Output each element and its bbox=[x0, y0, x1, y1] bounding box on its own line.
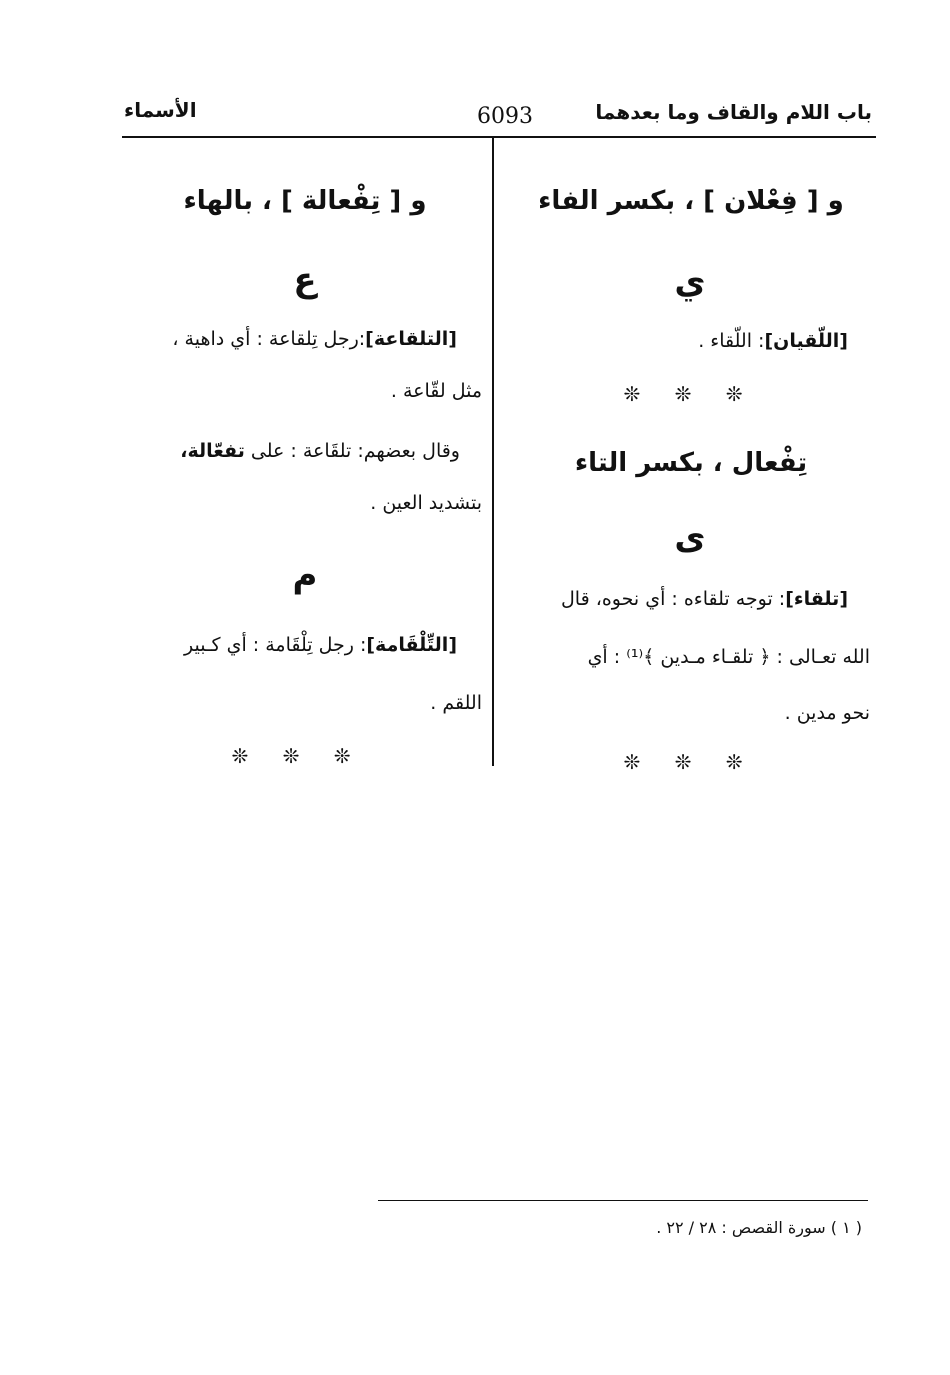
section-separator: ❊ ❊ ❊ bbox=[231, 744, 365, 768]
section-separator: ❊ ❊ ❊ bbox=[623, 750, 757, 774]
entry-tilqama-line2: اللقم . bbox=[430, 692, 482, 714]
entry-tilqama-line1 bbox=[184, 634, 457, 656]
right-letter-alif-maqsura: ى bbox=[674, 518, 706, 558]
running-header-chapter: باب اللام والقاف وما بعدهما bbox=[595, 100, 872, 124]
footnote-text: ( ١ ) سورة القصص : ٢٨ / ٢٢ . bbox=[656, 1218, 862, 1237]
entry-tilqaa-line1 bbox=[172, 328, 457, 350]
section-separator: ❊ ❊ ❊ bbox=[623, 382, 757, 406]
entry-tilqa-line3: نحو مدين . bbox=[784, 702, 870, 724]
header-rule bbox=[122, 136, 876, 138]
column-divider bbox=[492, 138, 494, 766]
right-heading-tifal: تِفْعال ، بكسر التاء bbox=[574, 448, 808, 478]
page-number: 6093 bbox=[477, 104, 533, 129]
entry-tilqaa-note-line2: بتشديد العين . bbox=[370, 492, 482, 514]
entry-definition: : توجه تلقاءه : أي نحوه، قال bbox=[560, 588, 786, 610]
entry-definition: : رجل تِلْقَامة : أي كـبير bbox=[184, 634, 367, 656]
running-header-section: الأسماء bbox=[124, 98, 197, 122]
left-letter-mim: م bbox=[292, 555, 318, 595]
footnote-rule bbox=[378, 1200, 868, 1201]
entry-definition: : اللّقاء . bbox=[698, 330, 765, 352]
entry-tilqa-line2: الله تعـالى : ﴿ تلقـاء مـدين ﴾⁽¹⁾ : أي bbox=[587, 646, 870, 668]
note-text: وقال بعضهم: تلقَاعة : على bbox=[250, 440, 460, 462]
entry-term: [اللّقيان] bbox=[764, 330, 848, 352]
right-heading-fiilan: و [ فِعْلان ] ، بكسر الفاء bbox=[538, 186, 844, 216]
right-letter-ya: ي bbox=[674, 262, 706, 302]
entry-tilqaa-note-line1 bbox=[180, 440, 460, 462]
entry-term: [التِّلْقَامة] bbox=[366, 634, 457, 656]
entry-lluqyan bbox=[698, 330, 848, 352]
entry-tilqaa-line2: مثل لقّاعة . bbox=[390, 380, 482, 402]
entry-term: [التلقاعة] bbox=[365, 328, 457, 350]
entry-definition: :رجل تِلقاعة : أي داهية ، bbox=[172, 328, 366, 350]
entry-tilqa-line1 bbox=[561, 588, 848, 610]
note-pattern: تفعّالة، bbox=[180, 440, 245, 462]
entry-term: [تلقاء] bbox=[785, 588, 848, 610]
left-letter-ain: ع bbox=[293, 260, 317, 300]
left-heading-tifala: و [ تِفْعالة ] ، بالهاء bbox=[183, 186, 427, 216]
